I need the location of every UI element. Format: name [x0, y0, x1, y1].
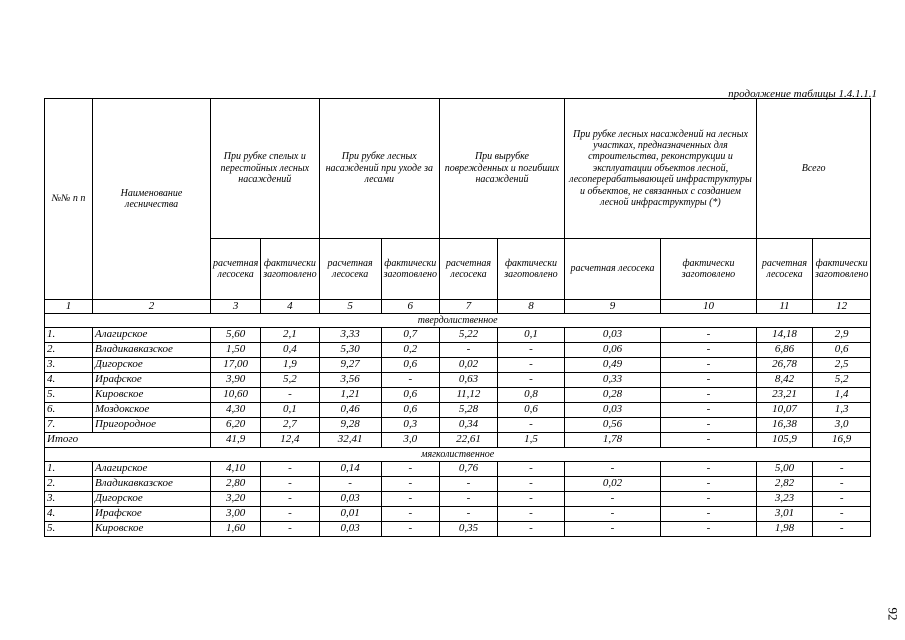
table-cell: 0,4	[261, 343, 319, 358]
table-cell: -	[439, 343, 497, 358]
table-cell: -	[261, 477, 319, 492]
page-number: 92	[885, 607, 901, 621]
table-cell: 0,6	[497, 403, 564, 418]
table-cell: 14,18	[756, 328, 812, 343]
table-cell: 16,9	[812, 433, 870, 448]
table-cell: -	[319, 477, 381, 492]
table-cell: 3.	[45, 492, 93, 507]
header-num: №№ п п	[45, 99, 93, 300]
total-row	[45, 433, 871, 448]
table-cell: -	[564, 522, 660, 537]
col-number: 4	[261, 300, 319, 314]
table-cell: -	[497, 507, 564, 522]
col-number: 6	[381, 300, 439, 314]
table-cell: -	[497, 522, 564, 537]
table-row	[45, 373, 871, 388]
table-cell: 5,00	[756, 462, 812, 477]
table-row	[45, 328, 871, 343]
header-group-total: Всего	[756, 99, 870, 239]
col-number: 12	[812, 300, 870, 314]
col-number: 9	[564, 300, 660, 314]
table-cell: 1,78	[564, 433, 660, 448]
table-cell: 0,1	[497, 328, 564, 343]
table-cell: 9,28	[319, 418, 381, 433]
table-cell: 41,9	[211, 433, 261, 448]
table-cell: 26,78	[756, 358, 812, 373]
table-cell: 0,28	[564, 388, 660, 403]
table-cell: 2,7	[261, 418, 319, 433]
table-row	[45, 388, 871, 403]
forestry-name-cell: Ирафское	[93, 507, 211, 522]
table-cell: 1,98	[756, 522, 812, 537]
table-cell: 5.	[45, 388, 93, 403]
subheader: расчетная лесосека	[319, 239, 381, 300]
table-cell: -	[660, 343, 756, 358]
table-cell: -	[381, 373, 439, 388]
table-cell: -	[812, 477, 870, 492]
subheader: фактически заготовлено	[261, 239, 319, 300]
table-cell: -	[660, 328, 756, 343]
table-cell: 0,7	[381, 328, 439, 343]
table-cell: -	[812, 507, 870, 522]
forestry-name-cell: Владикавказское	[93, 477, 211, 492]
subheader: расчетная лесосека	[564, 239, 660, 300]
table-cell: -	[497, 492, 564, 507]
table-cell: 5,30	[319, 343, 381, 358]
table-cell: -	[497, 418, 564, 433]
table-cell: -	[812, 462, 870, 477]
table-cell: -	[439, 477, 497, 492]
table-cell: 0,02	[439, 358, 497, 373]
table-cell: 8,42	[756, 373, 812, 388]
header-group-damaged: При вырубке поврежденных и погибших насаждений	[439, 99, 564, 239]
table-cell: 4,10	[211, 462, 261, 477]
table-cell: 0,6	[812, 343, 870, 358]
table-cell: 7.	[45, 418, 93, 433]
header-group-infrastructure: При рубке лесных насаждений на лесных участках, предназначенных для строительства, реконструкции и эксплуатации объектов лесной, лесоперерабатывающей инфраструктуры и объектов, не связанных с созданием лесной инфраструктуры (*)	[564, 99, 756, 239]
table-cell: 5,2	[261, 373, 319, 388]
table-cell: -	[660, 462, 756, 477]
table-cell: 0,06	[564, 343, 660, 358]
table-cell: 1,9	[261, 358, 319, 373]
table-cell: 0,46	[319, 403, 381, 418]
col-number: 8	[497, 300, 564, 314]
table-cell: 3.	[45, 358, 93, 373]
table-cell: 0,03	[564, 403, 660, 418]
forestry-name-cell: Алагирское	[93, 462, 211, 477]
table-cell: 0,34	[439, 418, 497, 433]
table-cell: 5.	[45, 522, 93, 537]
table-cell: 0,02	[564, 477, 660, 492]
table-cell: 1,60	[211, 522, 261, 537]
table-row	[45, 507, 871, 522]
header-name: Наименование лесничества	[93, 99, 211, 300]
table-cell: 1.	[45, 462, 93, 477]
table-cell: -	[261, 507, 319, 522]
forestry-name-cell: Пригородное	[93, 418, 211, 433]
forestry-name-cell: Владикавказское	[93, 343, 211, 358]
col-number: 3	[211, 300, 261, 314]
table-cell: 2.	[45, 343, 93, 358]
forestry-name-cell: Дигорское	[93, 358, 211, 373]
table-cell: -	[812, 522, 870, 537]
table-cell: -	[381, 507, 439, 522]
subheader: расчетная лесосека	[211, 239, 261, 300]
table-cell: 2,1	[261, 328, 319, 343]
table-cell: 0,8	[497, 388, 564, 403]
table-cell: 9,27	[319, 358, 381, 373]
table-cell: -	[564, 492, 660, 507]
table-cell: -	[564, 507, 660, 522]
table-cell: 22,61	[439, 433, 497, 448]
forestry-name-cell: Ирафское	[93, 373, 211, 388]
table-cell: -	[261, 388, 319, 403]
table-cell: 0,01	[319, 507, 381, 522]
table-cell: 0,6	[381, 358, 439, 373]
table-cell: -	[381, 522, 439, 537]
table-cell: 1,5	[497, 433, 564, 448]
table-row	[45, 358, 871, 373]
continuation-caption: продолжение таблицы 1.4.1.1.1	[728, 88, 877, 100]
table-cell: 0,1	[261, 403, 319, 418]
table-cell: 3,33	[319, 328, 381, 343]
table-cell: 0,6	[381, 388, 439, 403]
header-group-mature: При рубке спелых и перестойных лесных насаждений	[211, 99, 320, 239]
table-row	[45, 492, 871, 507]
forestry-name-cell: Алагирское	[93, 328, 211, 343]
harvest-table	[44, 98, 871, 537]
table-cell: 12,4	[261, 433, 319, 448]
forestry-name-cell: Кировское	[93, 388, 211, 403]
table-cell: 2,82	[756, 477, 812, 492]
table-cell: 0,56	[564, 418, 660, 433]
table-row	[45, 403, 871, 418]
table-cell: -	[497, 462, 564, 477]
table-cell: 3,90	[211, 373, 261, 388]
table-cell: -	[812, 492, 870, 507]
table-row	[45, 343, 871, 358]
table-cell: 1.	[45, 328, 93, 343]
table-cell: 2,80	[211, 477, 261, 492]
table-cell: 0,03	[319, 522, 381, 537]
table-row	[45, 418, 871, 433]
table-cell: -	[381, 462, 439, 477]
table-cell: 1,3	[812, 403, 870, 418]
section-title-softwood: мягколиственное	[45, 448, 871, 462]
table-cell: -	[660, 418, 756, 433]
table-cell: 4.	[45, 373, 93, 388]
table-cell: 0,03	[319, 492, 381, 507]
header-group-care: При рубке лесных насаждений при уходе за лесами	[319, 99, 439, 239]
table-cell: 2,9	[812, 328, 870, 343]
table-cell: -	[261, 462, 319, 477]
table-cell: -	[660, 403, 756, 418]
table-cell: 2.	[45, 477, 93, 492]
total-label: Итого	[45, 433, 211, 448]
table-row	[45, 462, 871, 477]
table-cell: 1,50	[211, 343, 261, 358]
table-cell: -	[564, 462, 660, 477]
section-title-hardwood: твердолиственное	[45, 314, 871, 328]
table-cell: 32,41	[319, 433, 381, 448]
table-cell: 23,21	[756, 388, 812, 403]
table-cell: 5,2	[812, 373, 870, 388]
table-cell: 0,03	[564, 328, 660, 343]
table-cell: -	[660, 492, 756, 507]
table-cell: -	[439, 492, 497, 507]
table-cell: -	[439, 507, 497, 522]
col-number: 1	[45, 300, 93, 314]
col-number: 2	[93, 300, 211, 314]
table-cell: -	[261, 522, 319, 537]
table-cell: -	[660, 507, 756, 522]
table-cell: 10,60	[211, 388, 261, 403]
table-cell: 0,2	[381, 343, 439, 358]
forestry-name-cell: Кировское	[93, 522, 211, 537]
table-cell: 3,0	[381, 433, 439, 448]
table-cell: -	[497, 343, 564, 358]
table-cell: -	[381, 477, 439, 492]
table-cell: 0,3	[381, 418, 439, 433]
forestry-name-cell: Моздокское	[93, 403, 211, 418]
table-cell: -	[660, 373, 756, 388]
table-cell: 3,20	[211, 492, 261, 507]
table-cell: 0,33	[564, 373, 660, 388]
table-cell: -	[497, 373, 564, 388]
column-numbers-row	[45, 300, 871, 314]
table-row	[45, 522, 871, 537]
table-cell: -	[497, 477, 564, 492]
table-cell: 0,35	[439, 522, 497, 537]
table-cell: 1,4	[812, 388, 870, 403]
table-cell: -	[660, 388, 756, 403]
table-cell: -	[660, 433, 756, 448]
table-cell: 6.	[45, 403, 93, 418]
col-number: 7	[439, 300, 497, 314]
table-cell: 0,14	[319, 462, 381, 477]
table-row	[45, 477, 871, 492]
col-number: 5	[319, 300, 381, 314]
table-cell: 6,20	[211, 418, 261, 433]
subheader: фактически заготовлено	[381, 239, 439, 300]
table-cell: -	[660, 522, 756, 537]
subheader: расчетная лесосека	[439, 239, 497, 300]
table-cell: 17,00	[211, 358, 261, 373]
table-cell: 10,07	[756, 403, 812, 418]
table-cell: 11,12	[439, 388, 497, 403]
table-cell: 3,01	[756, 507, 812, 522]
table-cell: 5,22	[439, 328, 497, 343]
table-cell: 16,38	[756, 418, 812, 433]
table-cell: -	[660, 358, 756, 373]
table-cell: 4,30	[211, 403, 261, 418]
subheader: фактически заготовлено	[497, 239, 564, 300]
table-cell: 5,28	[439, 403, 497, 418]
table-cell: 6,86	[756, 343, 812, 358]
table-cell: -	[261, 492, 319, 507]
table-cell: 3,23	[756, 492, 812, 507]
table-cell: 3,00	[211, 507, 261, 522]
forestry-name-cell: Дигорское	[93, 492, 211, 507]
table-cell: -	[660, 477, 756, 492]
table-cell: -	[497, 358, 564, 373]
table-cell: 3,56	[319, 373, 381, 388]
table-cell: 5,60	[211, 328, 261, 343]
table-cell: 105,9	[756, 433, 812, 448]
col-number: 10	[660, 300, 756, 314]
table-cell: 2,5	[812, 358, 870, 373]
table-cell: 3,0	[812, 418, 870, 433]
table-cell: -	[381, 492, 439, 507]
subheader: расчетная лесосека	[756, 239, 812, 300]
table-cell: 0,6	[381, 403, 439, 418]
table-cell: 0,63	[439, 373, 497, 388]
col-number: 11	[756, 300, 812, 314]
subheader: фактически заготовлено	[660, 239, 756, 300]
table-cell: 0,49	[564, 358, 660, 373]
table-cell: 0,76	[439, 462, 497, 477]
subheader: фактически заготовлено	[812, 239, 870, 300]
table-cell: 4.	[45, 507, 93, 522]
table-cell: 1,21	[319, 388, 381, 403]
